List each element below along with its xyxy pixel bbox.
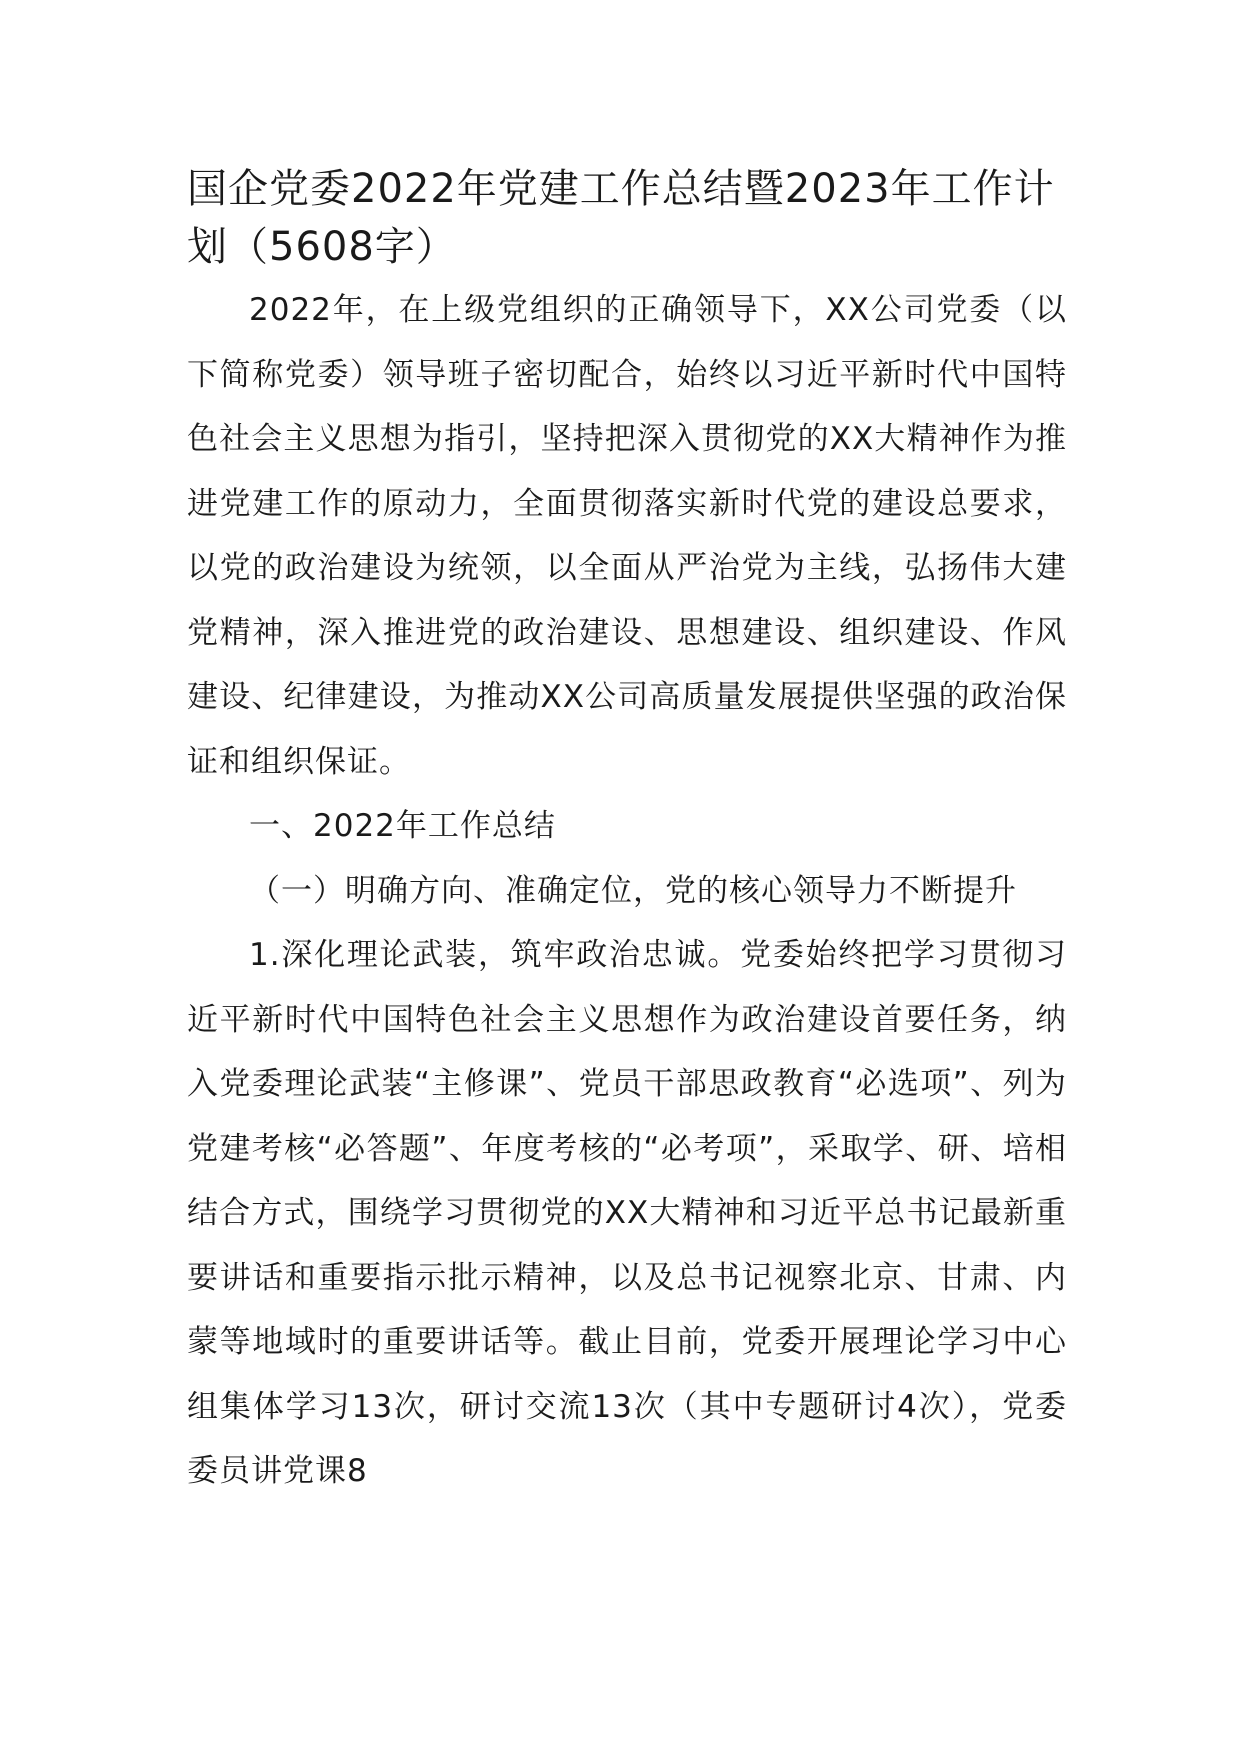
body-paragraph: 1.深化理论武装，筑牢政治忠诚。党委始终把学习贯彻习近平新时代中国特色社会主义思想作为政治建设首要任务，纳入党委理论武装“主修课”、党员干部思政教育“必选项”、列为党建考核“必答题”、年度考核的“必考项”，采取学、研、培相结合方式，围绕学习贯彻党的XX大精神和习近平总书记最新重要讲话和重要指示批示精神，以及总书记视察北京、甘肃、内蒙等地域时的重要讲话等。截止目前，党委开展理论学习中心组集体学习13次，研讨交流13次（其中专题研讨4次），党委委员讲党课8	[187, 937, 1067, 1489]
document-title: 国企党委2022年党建工作总结暨2023年工作计划（5608字）	[187, 166, 1055, 270]
subsection-heading: （一）明确方向、准确定位，党的核心领导力不断提升	[249, 872, 1017, 909]
intro-paragraph: 2022年，在上级党组织的正确领导下，XX公司党委（以下简称党委）领导班子密切配合，始终以习近平新时代中国特色社会主义思想为指引，坚持把深入贯彻党的XX大精神作为推进党建工作的原动力，全面贯彻落实新时代党的建设总要求，以党的政治建设为统领，以全面从严治党为主线，弘扬伟大建党精神，深入推进党的政治建设、思想建设、组织建设、作风建设、纪律建设，为推动XX公司高质量发展提供坚强的政治保证和组织保证。	[187, 292, 1067, 780]
document-body	[187, 160, 1067, 1504]
section-heading: 一、2022年工作总结	[249, 808, 556, 844]
